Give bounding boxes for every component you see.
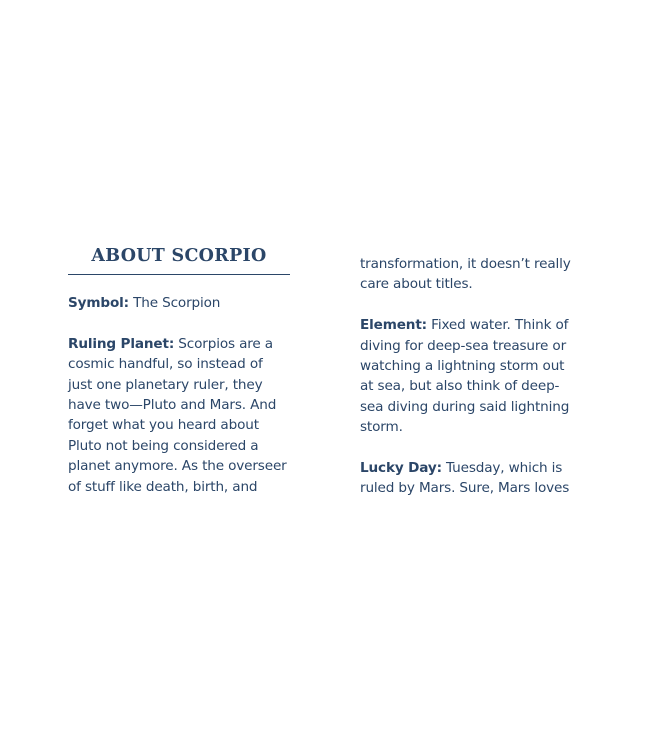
title-underline <box>68 274 290 275</box>
element-line-6: storm. <box>360 419 403 436</box>
lucky-day-line-2: ruled by Mars. Sure, Mars loves <box>360 480 570 497</box>
ruling-planet-line-2: cosmic handful, so instead of <box>68 356 263 373</box>
element-line-2: diving for deep-sea treasure or <box>360 337 567 354</box>
element-line-3: watching a lightning storm out <box>360 358 565 375</box>
symbol-line-1 <box>68 293 300 313</box>
ruling-planet-line-3: just one planetary ruler, they <box>68 376 263 393</box>
element-line-5: sea diving during said lightning <box>360 398 570 415</box>
ruling-planet-line-5: forget what you heard about <box>68 417 259 434</box>
element-line-1 <box>360 315 592 335</box>
lucky-day-paragraph <box>360 458 592 499</box>
element-line-4: at sea, but also think of deep- <box>360 378 560 395</box>
left-column <box>68 244 300 517</box>
ruling-planet-line-4: have two—Pluto and Mars. And <box>68 397 277 414</box>
continuation-line-1: transformation, it doesn’t really <box>360 256 571 272</box>
ruling-planet-line-6: Pluto not being considered a <box>68 437 259 454</box>
ruling-planet-line-8: of stuff like death, birth, and <box>68 478 258 495</box>
symbol-label: Symbol: <box>68 295 129 311</box>
symbol-paragraph <box>68 293 300 313</box>
ruling-planet-text-1: Scorpios are a <box>174 335 273 352</box>
element-text-1: Fixed water. Think of <box>426 317 569 334</box>
ruling-planet-label: Ruling Planet: <box>68 335 175 352</box>
lucky-day-text-1: Tuesday, which is <box>441 460 563 477</box>
right-column <box>360 254 592 519</box>
ruling-planet-line-1 <box>68 334 300 354</box>
element-label: Element: <box>360 317 427 334</box>
symbol-text: The Scorpion <box>128 295 221 311</box>
continuation-paragraph <box>360 254 592 295</box>
element-paragraph <box>360 315 592 437</box>
lucky-day-line-1 <box>360 458 592 478</box>
ruling-planet-line-7: planet anymore. As the overseer <box>68 458 287 475</box>
lucky-day-label: Lucky Day: <box>360 460 442 477</box>
continuation-line-2: care about titles. <box>360 276 473 293</box>
ruling-planet-paragraph <box>68 334 300 497</box>
section-title: ABOUT SCORPIO <box>91 246 267 266</box>
